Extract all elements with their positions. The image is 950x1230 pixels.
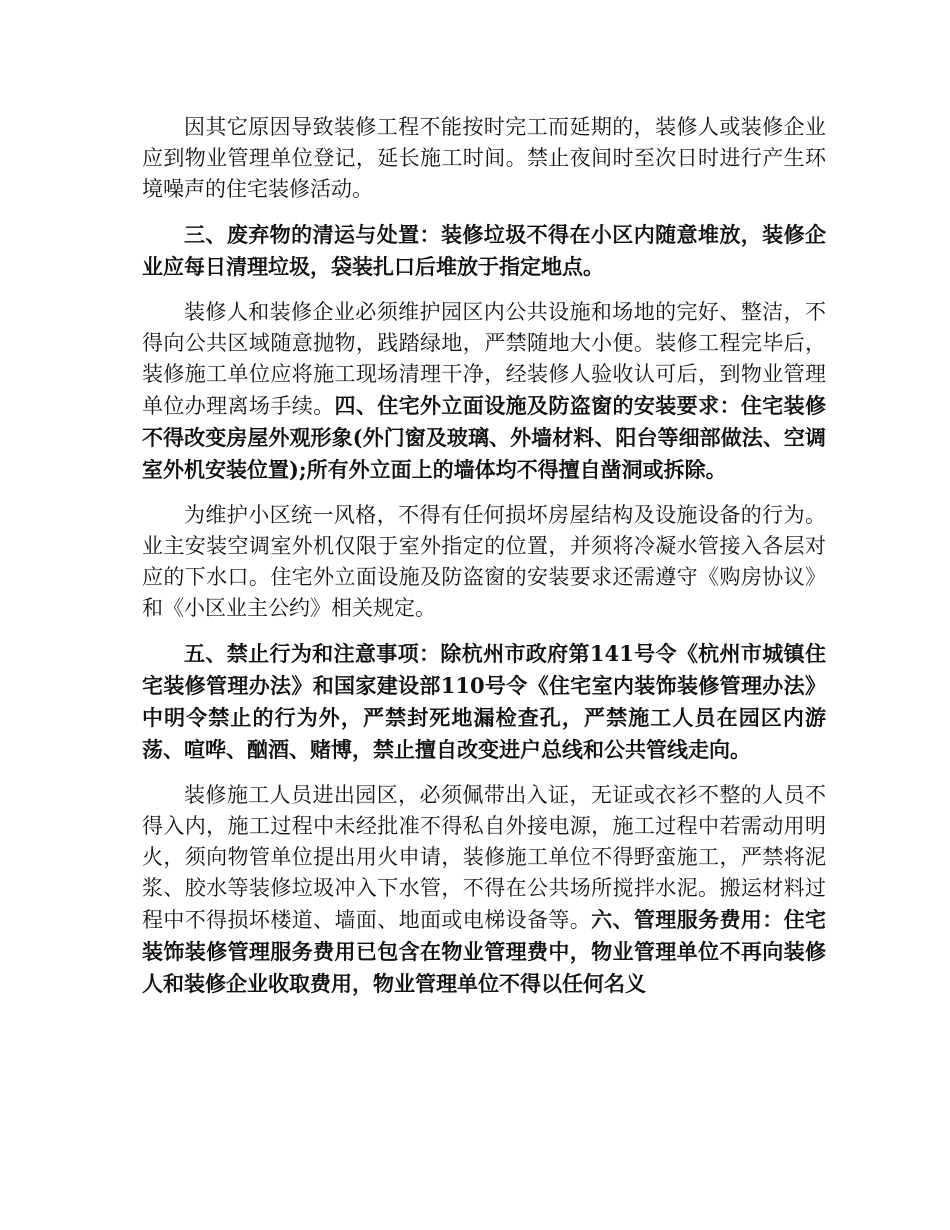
paragraph-construction-workers — [142, 780, 826, 1000]
paragraph-text: 装修施工人员进出园区，必须佩带出入证，无证或衣衫不整的人员不得入内，施工过程中未经批准不得私自外接电源，施工过程中若需动用明火，须向物管单位提出用火申请，装修施工单位不得野蛮施工，严禁将泥浆、胶水等装修垃圾冲入下水管，不得在公共场所搅拌水泥。搬运材料过程中不得损坏楼道、墙面、地面或电梯设备等。 — [142, 783, 826, 932]
paragraph-text: 为维护小区统一风格，不得有任何损坏房屋结构及设施设备的行为。业主安装空调室外机仅限于室外指定的位置，并须将冷凝水管接入各层对应的下水口。住宅外立面设施及防盗窗的安装要求还需遵守《购房协议》和《小区业主公约》相关规定。 — [142, 503, 826, 620]
paragraph-text: 因其它原因导致装修工程不能按时完工而延期的，装修人或装修企业应到物业管理单位登记，延长施工时间。禁止夜间时至次日时进行产生环境噪声的住宅装修活动。 — [142, 115, 826, 201]
section-heading-6: 六、管理服务费用：住宅装饰装修管理服务费用已包含在物业管理费中，物业管理单位不再向装修人和装修企业收取费用，物业管理单位不得以任何名义 — [142, 907, 827, 996]
section-heading-4: 四、住宅外立面设施及防盗窗的安装要求：住宅装修不得改变房屋外观形象(外门窗及玻璃、外墙材料、阳台等细部做法、空调室外机安装位置);所有外立面上的墙体均不得擅自凿洞或拆除。 — [142, 393, 826, 482]
section-heading-3: 三、废弃物的清运与处置：装修垃圾不得在小区内随意堆放，装修企业应每日清理垃圾，袋装扎口后堆放于指定地点。 — [142, 222, 826, 279]
paragraph-delay-registration — [142, 112, 826, 205]
paragraph-text: 装修人和装修企业必须维护园区内公共设施和场地的完好、整洁，不得向公共区域随意抛物，践踏绿地，严禁随地大小便。装修工程完毕后，装修施工单位应将施工现场清理干净，经装修人验收认可后，到物业管理单位办理离场手续。 — [142, 300, 826, 418]
paragraph-waste-disposal — [142, 219, 826, 283]
section-heading-5: 五、禁止行为和注意事项：除杭州市政府第141号令《杭州市城镇住宅装修管理办法》和国家建设部110号令《住宅室内装饰装修管理办法》中明令禁止的行为外，严禁封死地漏检查孔，严禁施工人员在园区内游荡、喧哗、酗酒、赌博，禁止擅自改变进户总线和公共管线走向。 — [142, 641, 826, 762]
paragraph-prohibited-behaviors — [142, 638, 826, 766]
paragraph-public-facilities — [142, 297, 826, 486]
document-page — [142, 112, 826, 1014]
paragraph-unified-style — [142, 500, 826, 624]
